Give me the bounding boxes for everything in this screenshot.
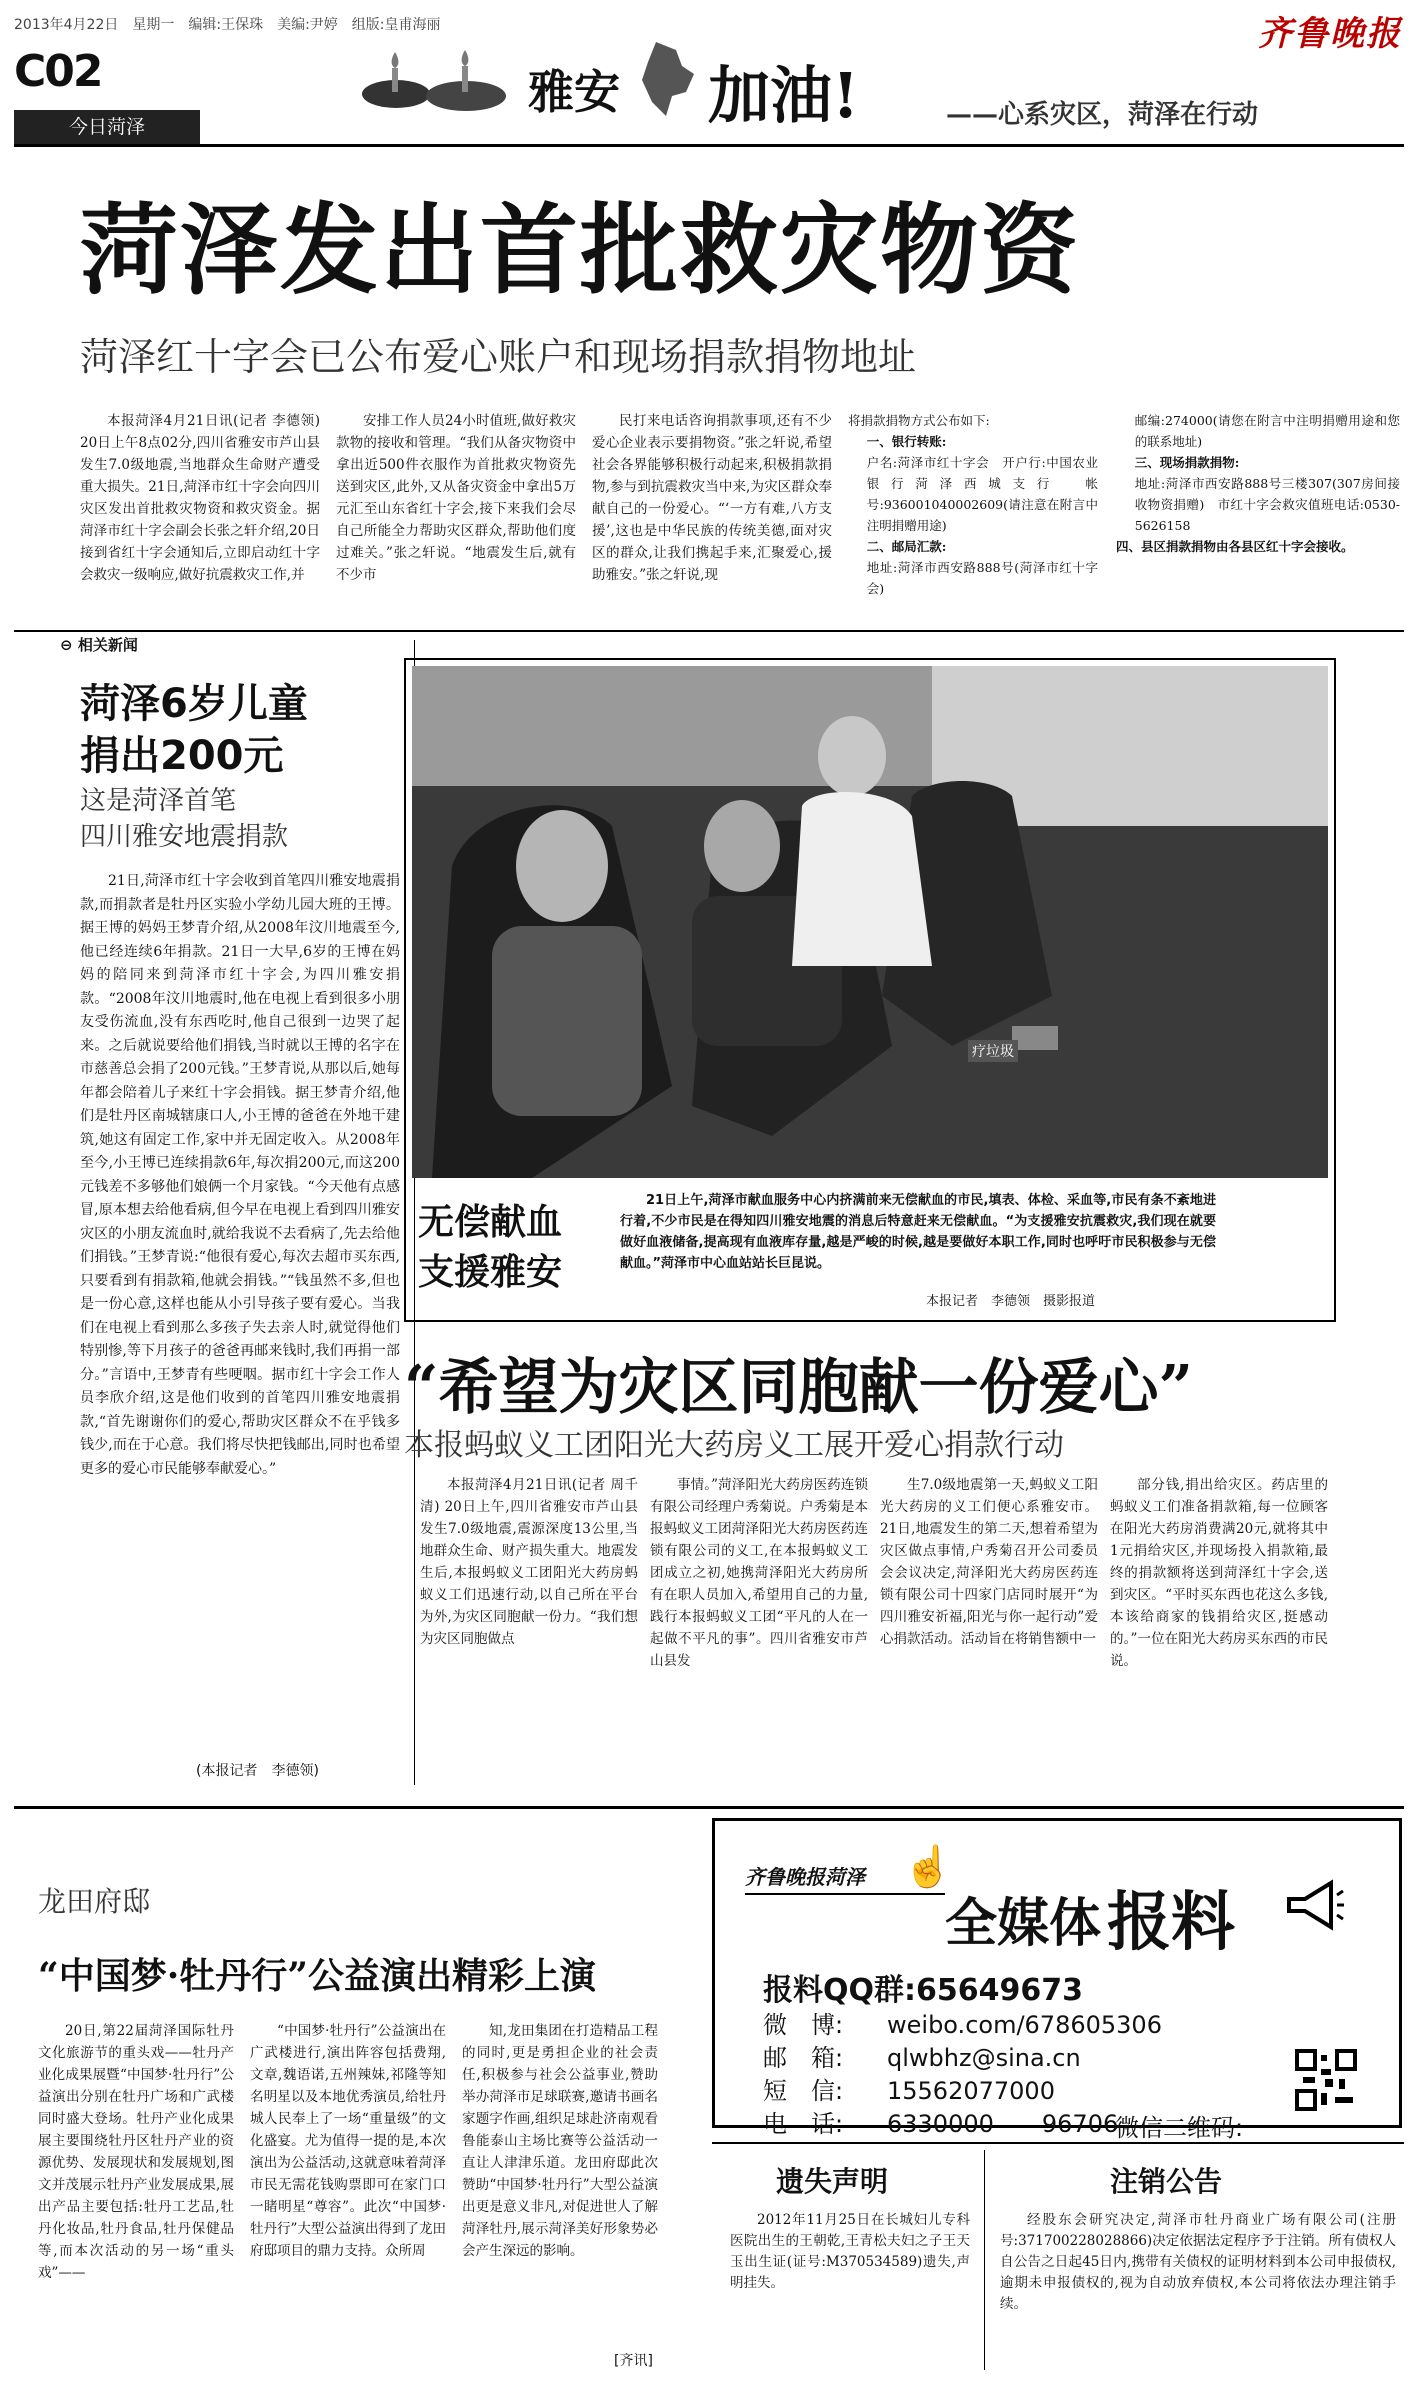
hand-cursor-icon: ☝	[903, 1844, 953, 1890]
story2-col-2: 事情。”菏泽阳光大药房医药连锁有限公司经理户秀菊说。户秀菊是本报蚂蚁义工团菏泽阳光大药房医药连锁有限公司的义工,在本报蚂蚁义工团成立之初,她携菏泽阳光大药房所有在职人员加入,希望用自己的力量,践行本报蚂蚁义工团“平凡的人在一起做不平凡的事”。四川省雅安市芦山县发	[650, 1477, 868, 1669]
story2-col-4: 部分钱,捐出给灾区。药店里的蚂蚁义工们准备捐款箱,每一位顾客在阳光大药房消费满20元,就将其中1元捐给灾区,并现场投入捐款箱,最终的捐款额将送到菏泽红十字会,送到灾区。“平时买东西也花这么多钱,本该给商家的钱捐给灾区,挺感动的。”一位在阳光大药房买东西的市民说。	[1110, 1477, 1328, 1669]
banner-jiayou: 加油!	[708, 59, 860, 132]
hotline-qq: 报料QQ群:65649673	[763, 1973, 1083, 2008]
lead-col-4	[848, 410, 1098, 615]
donation-intro: 将捐款捐物方式公布如下:	[848, 413, 990, 428]
promo-headline: “中国梦·牡丹行”公益演出精彩上演	[38, 1955, 596, 1997]
page-number: C02	[14, 46, 102, 97]
lost-notice-body: 2012年11月25日在长城妇儿专科医院出生的王朝乾,王青松夫妇之子王天玉出生证(证号:M370534589)遗失,声明挂失。	[730, 2212, 970, 2291]
blood-donation-photo	[412, 666, 1328, 1178]
promo-col-2: “中国梦·牡丹行”公益演出在广武楼进行,演出阵容包括费翔,文章,魏语诺,五州辣妹,祁隆等知名明星以及本地优秀演员,给牡丹城人民奉上了一场“重量级”的文化盛宴。尤为值得一提的是,本次演出为公益活动,这就意味着菏泽市民无需花钱购票即可在家门口一睹明星“尊容”。此次“中国梦·牡丹行”大型公益演出得到了龙田府邸项目的鼎力支持。众所周	[250, 2023, 446, 2259]
lead-subtitle: 菏泽红十字会已公布爱心账户和现场捐款捐物地址	[80, 335, 917, 379]
lead-col-3: 民打来电话咨询捐款事项,还有不少爱心企业表示要捐物资。”张之轩说,希望社会各界能够积极行动起来,积极捐款捐物,参与到抗震救灾当中来,为灾区群众奉献自己的一份爱心。“‘一方有难,八方支援’,这也是中华民族的传统美德,面对灾区的群众,让我们携起手来,汇聚爱心,援助雅安。”张之轩说,现	[592, 413, 832, 583]
hotline-title-b: 报料	[1107, 1885, 1235, 1960]
banner-subtitle: ——心系灾区，菏泽在行动	[946, 100, 1259, 130]
dateline: 2013年4月22日 星期一 编辑:王保珠 美编:尹婷 组版:皇甫海丽	[14, 17, 441, 33]
site-heading: 三、现场捐款捐物:	[1134, 455, 1240, 470]
section-tag: 今日菏泽	[14, 110, 200, 144]
qr-code-icon	[1295, 2049, 1357, 2111]
hotline-box	[712, 1818, 1402, 2142]
photo-title-2: 支援雅安	[418, 1252, 563, 1293]
story2-col-3: 生7.0级地震第一天,蚂蚁义工阳光大药房的义工们便心系雅安市。21日,地震发生的第二天,想着希望为灾区做点事情,户秀菊召开公司委员会会议决定,菏泽阳光大药房医药连锁有限公司十四家门店同时展开“为四川雅安祈福,阳光与你一起行动”爱心捐款活动。活动旨在将销售额中一	[880, 1477, 1098, 1647]
hotline-rows	[763, 2009, 1162, 2141]
hotline-wechat-label: 微信二维码:	[1115, 2114, 1244, 2142]
bank-heading: 一、银行转账:	[866, 434, 947, 449]
megaphone-icon	[1285, 1877, 1345, 1933]
hotline-brand: 齐鲁晚报菏泽	[745, 1865, 865, 1889]
related-label-text: 相关新闻	[77, 636, 138, 654]
hotline-title-a: 全媒体	[945, 1894, 1102, 1954]
promo-column: 龙田府邸	[38, 1885, 151, 1918]
lead-col-5	[1116, 410, 1400, 615]
lead-col-2: 安排工作人员24小时值班,做好救灾款物的接收和管理。“我们从备灾物资中拿出近500件衣服作为首批救灾物资先送到灾区,此外,又从备灾资金中拿出5万元汇至山东省红十字会,接下来我们会尽自己所能全力帮助灾区群众,帮助他们度过难关。”张之轩说。“地震发生后,就有不少市	[336, 413, 576, 583]
lead-headline: 菏泽发出首批救灾物资	[80, 193, 1081, 308]
post-details: 地址:菏泽市西安路888号(菏泽市红十字会)	[866, 560, 1098, 596]
hotline-sms: 短 信: 15562077000	[763, 2077, 1055, 2105]
hotline-email: 邮 箱: qlwbhz@sina.cn	[763, 2044, 1081, 2072]
related-news-label	[60, 634, 138, 655]
map-icon	[636, 40, 698, 120]
chair-label: 疗垃圾	[968, 1040, 1018, 1062]
bank-details: 户名:菏泽市红十字会 开户行:中国农业银行菏泽西城支行 帐号:936001040002609(请注意在附言中注明捐赠用途)	[866, 455, 1098, 533]
promo-col-3: 知,龙田集团在打造精品工程的同时,更是勇担企业的社会责任,积极参与社会公益事业,赞助举办菏泽市足球联赛,邀请书画名家题字作画,组织足球赴济南观看鲁能泰山主场比赛等公益活动一直让人津津乐道。龙田府邸此次赞助“中国梦·牡丹行”大型公益演出更是意义非凡,对促进世人了解菏泽牡丹,展示菏泽美好形象势必会产生深远的影响。	[462, 2023, 658, 2259]
lead-col-1: 本报菏泽4月21日讯(记者 李德领) 20日上午8点02分,四川省雅安市芦山县发生7.0级地震,当地群众生命财产遭受重大损失。21日,菏泽市红十字会向四川灾区发出首批救灾物资和救灾资金。据菏泽市红十字会副会长张之轩介绍,20日接到省红十字会通知后,立即启动红十字会救灾一级响应,做好抗震救灾工作,并	[80, 413, 320, 583]
related-sub-1: 这是菏泽首笔	[80, 786, 237, 816]
masthead-logo: 齐鲁晚报	[1258, 14, 1402, 54]
candles-icon	[356, 48, 516, 114]
postcode: 邮编:274000(请您在附言中注明捐赠用途和您的联系地址)	[1134, 413, 1400, 449]
story2-headline: “希望为灾区同胞献一份爱心”	[404, 1353, 1194, 1423]
related-byline: (本报记者 李德领)	[196, 1763, 319, 1779]
promo-col-1: 20日,第22届菏泽国际牡丹文化旅游节的重头戏——牡丹产业化成果展暨“中国梦·牡丹行”公益演出分别在牡丹广场和广武楼同时盛大登场。牡丹产业化成果展主要围绕牡丹区牡丹产业的资源优势、发展现状和发展规划,图文并茂展示牡丹产业发展成果,展出产品主要包括:牡丹工艺品,牡丹化妆品,牡丹食品,牡丹保健品等,而本次活动的另一场“重头戏”——	[38, 2023, 234, 2281]
photo-caption: 21日上午,菏泽市献血服务中心内挤满前来无偿献血的市民,填表、体检、采血等,市民有条不紊地进行着,不少市民是在得知四川雅安地震的消息后特意赶来无偿献血。“为支援雅安抗震救灾,我们现在就要做好血液储备,提高现有血液库存量,越是严峻的时候,越是要做好本职工作,同时也呼吁市民积极参与无偿献血。”菏泽市中心血站站长巨昆说。	[620, 1193, 1216, 1271]
banner-yaan: 雅安	[528, 65, 620, 119]
photo-title-1: 无偿献血	[418, 1202, 563, 1243]
related-body: 21日,菏泽市红十字会收到首笔四川雅安地震捐款,而捐款者是牡丹区实验小学幼儿园大班的王博。据王博的妈妈王梦青介绍,从2008年汶川地震至今,他已经连续6年捐款。21日一大早,6岁的王博在妈妈的陪同来到菏泽市红十字会,为四川雅安捐款。“2008年汶川地震时,他在电视上看到很多小朋友受伤流血,没有东西吃时,他自己很到一边哭了起来。之后就说要给他们捐钱,当时就以王博的名字在市慈善总会捐了200元钱。”王梦青说,从那以后,她每年都会陪着儿子来红十字会捐钱。据王梦青介绍,他们是牡丹区南城辖康口人,小王博的爸爸在外地干建筑,她这有固定工作,家中并无固定收入。从2008年至今,小王博已连续捐款6年,每次捐200元,而这200元钱差不多够他们娘俩一个月家钱。“今天他有点感冒,原本想去给他看病,但今早在电视上看到四川雅安灾区的小朋友流血时,就给我说不去看病了,先去给他们捐钱。”王梦青说:“他很有爱心,每次去超市买东西,只要看到有捐款箱,他就会捐钱。”“钱虽然不多,但也是一份心意,这样也能从小引导孩子要有爱心。当我们在电视上看到那么多孩子失去亲人时,就觉得他们特别惨,等下月孩子的爸爸再邮来钱时,我们再捐一部分。”言语中,王梦青有些哽咽。据市红十字会工作人员李欣介绍,这是他们收到的首笔四川雅安地震捐款,“首先谢谢你们的爱心,帮助灾区群众不在乎钱多钱少,而在于心意。我们将尽快把钱邮出,同时也希望更多的爱心市民能够奉献爱心。”	[80, 873, 400, 1477]
hotline-weibo: 微 博: weibo.com/678605306	[763, 2011, 1162, 2039]
post-heading: 二、邮局汇款:	[866, 539, 947, 554]
county-note: 四、县区捐款捐物由各县区红十字会接收。	[1116, 539, 1354, 554]
promo-byline: [齐讯]	[614, 2353, 653, 2369]
lost-notice-title: 遗失声明	[776, 2165, 889, 2198]
photo-box	[404, 658, 1336, 1322]
arrow-icon: ⊖	[60, 636, 73, 654]
photo-credit: 本报记者 李德领 摄影报道	[926, 1294, 1096, 1309]
hotline-phone: 电 话: 6330000 96706	[763, 2110, 1119, 2138]
cancel-notice-title: 注销公告	[1110, 2165, 1223, 2198]
site-details: 地址:菏泽市西安路888号三楼307(307房间接收物资捐赠) 市红十字会救灾值班电话:0530-5626158	[1134, 476, 1400, 533]
story2-subtitle: 本报蚂蚁义工团阳光大药房义工展开爱心捐款行动	[404, 1428, 1064, 1463]
story2-col-1: 本报菏泽4月21日讯(记者 周千清) 20日上午,四川省雅安市芦山县发生7.0级地震,震源深度13公里,当地群众生命、财产损失重大。地震发生后,本报蚂蚁义工团阳光大药房蚂蚁义工们迅速行动,以自己所在平台为外,为灾区同胞献一份力。“我们想为灾区同胞做点	[420, 1477, 638, 1647]
related-title-1: 菏泽6岁儿童	[80, 681, 308, 727]
related-title-2: 捐出200元	[80, 733, 284, 779]
related-sub-2: 四川雅安地震捐款	[80, 822, 289, 852]
cancel-notice-body: 经股东会研究决定,菏泽市牡丹商业广场有限公司(注册号:371700228028866)决定依据法定程序予于注销。所有债权人自公告之日起45日内,携带有关债权的证明材料到本公司申报债权,逾期未申报债权的,视为自动放弃债权,本公司将依法办理注销手续。	[1000, 2212, 1396, 2312]
